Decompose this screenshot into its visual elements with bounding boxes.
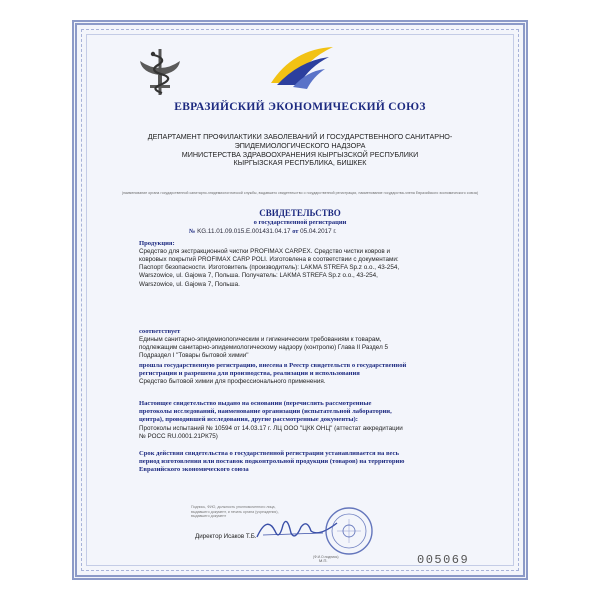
registration-date: 05.04.2017 г. xyxy=(300,228,337,235)
registration-number-line xyxy=(189,228,337,235)
product-line: Warszowice, ul. Gajowa 7, Польша. xyxy=(139,280,240,288)
basis-section xyxy=(139,400,469,441)
issuer-caption: (наименование органа государственной санитарно-эпидемиологической службы, выдавшего свидетельство о государственной регистрации, наименование государства-члена Евразийского экономического союза) xyxy=(121,191,479,195)
basis-line: № РОСС RU.0001.21РК75) xyxy=(139,432,218,440)
number-label: № xyxy=(189,228,196,235)
signature-icon xyxy=(253,511,343,545)
department-block xyxy=(117,133,483,168)
basis-line: Протоколы испытаний № 10594 от 14.03.17 г. ЛЦ ООО "ЦКК ОНЦ" (аттестат аккредитации xyxy=(139,424,403,432)
product-heading: Продукция: xyxy=(139,240,175,247)
product-line: Средство для экстракционной чистки PROFIMAX CARPEX. Средство чистки ковров и xyxy=(139,248,391,256)
product-line: ковровых покрытий PROFIMAX CARP POLI. Изготовлена в соответствии с документами: xyxy=(139,256,399,264)
official-seal-icon xyxy=(323,505,375,557)
product-line: Warszowice, ul. Gajowa 7, Польша. Получатель: LAKMA STREFA Sp.z o.o., 43-254, xyxy=(139,272,378,280)
registration-use: Средство бытовой химии для профессионального применения. xyxy=(139,378,326,386)
product-line: Паспорт безопасности. Изготовитель (производитель): LAKMA STREFA Sp.z o.o., 43-254, xyxy=(139,264,400,272)
basis-heading: протоколы исследований, наименование организации (испытательной лаборатории, xyxy=(139,408,392,416)
department-line: ДЕПАРТАМЕНТ ПРОФИЛАКТИКИ ЗАБОЛЕВАНИЙ И ГОСУДАРСТВЕННОГО САНИТАРНО- xyxy=(147,132,453,141)
compliance-line: Подраздел I "Товары бытовой химии" xyxy=(139,352,249,360)
validity-heading: период изготовления или поставок подконтрольной продукции (товаров) на территорию xyxy=(139,458,405,466)
validity-section xyxy=(139,450,469,475)
certificate-page xyxy=(72,20,528,580)
department-line: КЫРГЫЗСКАЯ РЕСПУБЛИКА, БИШКЕК xyxy=(233,158,367,168)
date-label: от xyxy=(292,228,299,235)
caduceus-bowl-icon xyxy=(134,45,186,99)
compliance-heading: соответствует xyxy=(139,328,181,335)
signature-caption xyxy=(191,505,301,519)
signature-print-note: (Ф.И.О.подпись) xyxy=(313,555,339,559)
signature-caption-line: выдавшего документ, и печать органа (учреждения), xyxy=(191,509,279,514)
validity-heading: Евразийского экономического союза xyxy=(139,466,249,474)
product-section xyxy=(139,240,469,289)
director-name: Директор Исаков Т.Б. xyxy=(195,533,257,540)
basis-heading: центра), проводившей исследования, другие рассмотренные документы): xyxy=(139,416,358,424)
compliance-line: Единым санитарно-эпидемиологическим и гигиеническим требованиям к товарам, xyxy=(139,336,382,344)
compliance-section xyxy=(139,328,469,360)
department-line: МИНИСТЕРСТВА ЗДРАВООХРАНЕНИЯ КЫРГЫЗСКОЙ РЕСПУБЛИКИ xyxy=(181,149,419,159)
certificate-title: СВИДЕТЕЛЬСТВО xyxy=(259,208,341,218)
registration-section xyxy=(139,362,469,387)
union-title: ЕВРАЗИЙСКИЙ ЭКОНОМИЧЕСКИЙ СОЮЗ xyxy=(174,101,426,113)
registration-heading: регистрации и разрешена для производства, реализации и использования xyxy=(139,370,360,378)
serial-number: 005069 xyxy=(417,553,470,567)
registration-heading: прошла государственную регистрацию, внесена в Реестр свидетельств о государственной xyxy=(139,362,407,369)
signature-caption-line: Подпись, ФИО, должность уполномоченного лица, xyxy=(191,505,276,509)
eaeu-emblem-icon xyxy=(263,43,339,95)
basis-heading: Настоящее свидетельство выдано на основании (перечислить рассмотренные xyxy=(139,400,372,407)
certificate-subtitle: о государственной регистрации xyxy=(253,219,347,226)
validity-heading: Срок действия свидетельства о государственной регистрации устанавливается на весь xyxy=(139,450,399,457)
stamp-place-label: М.П. xyxy=(319,558,328,563)
compliance-line: подлежащим санитарно-эпидемиологическому надзору (контролю) Глава II Раздел 5 xyxy=(139,344,388,352)
registration-number: KG.11.01.09.015.Е.001431.04.17 xyxy=(197,228,291,235)
signature-caption-line: выдавшего документ xyxy=(191,514,227,518)
department-line: ЭПИДЕМИОЛОГИЧЕСКОГО НАДЗОРА xyxy=(234,140,366,150)
